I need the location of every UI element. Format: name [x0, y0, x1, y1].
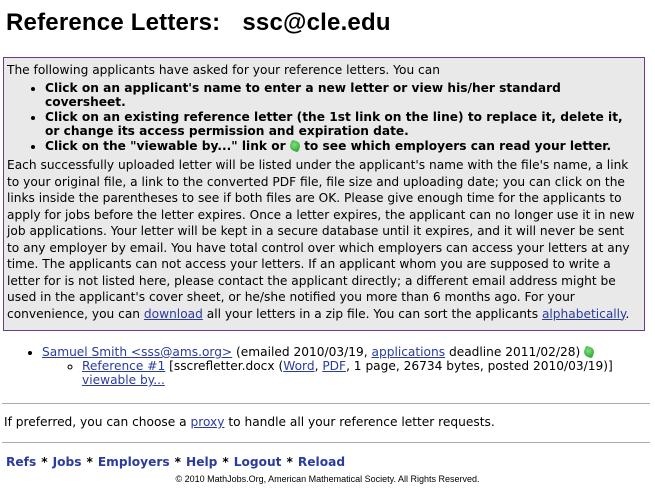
instructions-list	[7, 81, 640, 154]
instruction-viewable-after: to see which employers can read your letter.	[304, 138, 612, 153]
page-title	[6, 9, 391, 37]
sort-alphabetically-link[interactable]: alphabetically	[541, 306, 626, 321]
instructions-paragraph	[7, 157, 640, 322]
recommender-email: ssc@cle.edu	[242, 9, 391, 36]
nav-refs[interactable]: Refs	[6, 455, 37, 469]
applicant-deadline: deadline 2011/02/28)	[448, 345, 581, 359]
nav-separator: *	[41, 455, 48, 469]
page-title-text: Reference Letters:	[6, 9, 221, 36]
nav-jobs[interactable]: Jobs	[52, 455, 82, 469]
nav-reload[interactable]: Reload	[297, 455, 346, 469]
nav-help[interactable]: Help	[186, 455, 218, 469]
instruction-item-name: • Click on an applicant's name to enter a new letter or view his/her standard coversheet.	[45, 81, 640, 110]
nav-employers[interactable]: Employers	[97, 455, 170, 469]
instructions-paragraph-end: .	[625, 306, 630, 321]
instructions-paragraph-mid: all your letters in a zip file. You can sort the applicants	[206, 306, 539, 321]
applicant-item	[42, 345, 655, 387]
letter-filename: [sscrefletter.docx (	[169, 359, 284, 373]
nav-logout[interactable]: Logout	[233, 455, 282, 469]
proxy-link[interactable]: proxy	[190, 415, 225, 429]
download-link[interactable]: download	[143, 306, 203, 321]
nav-separator: *	[222, 455, 229, 469]
nav-separator: *	[286, 455, 293, 469]
nav-separator: *	[174, 455, 182, 469]
footer-nav	[6, 455, 345, 469]
letter-item	[82, 359, 655, 387]
applicant-name-link[interactable]: Samuel Smith <sss@ams.org>	[42, 345, 233, 359]
letter-details: , 1 page, 26734 bytes, posted 2010/03/19)]	[346, 359, 613, 373]
pdf-file-link[interactable]: PDF	[322, 359, 347, 373]
divider-top	[2, 403, 650, 404]
green-leaf-icon[interactable]	[583, 346, 596, 359]
reference-letter-link[interactable]: Reference #1	[82, 359, 166, 373]
applications-link[interactable]: applications	[371, 345, 446, 359]
copyright: © 2010 MathJobs.Org, American Mathematical Society. All Rights Reserved.	[175, 474, 480, 484]
instructions-box	[3, 57, 645, 331]
proxy-text-before: If preferred, you can choose a	[4, 415, 187, 429]
word-file-link[interactable]: Word	[283, 359, 315, 373]
proxy-line	[4, 415, 495, 429]
applicant-emailed-date: (emailed 2010/03/19,	[236, 345, 368, 359]
green-leaf-icon	[288, 139, 301, 152]
instructions-paragraph-main: Each successfully uploaded letter will be listed under the applicant's name with the file's name, a link to your original file, a link to the converted PDF file, file size and uploading date; you can click on the links inside the parentheses to see if both files are OK. Please give enough time for the applicants to apply for jobs before the letter expires. Once a letter expires, the applicant can no longer use it in new job applications. Your letter will be kept in a secure database until it expires, and it will never be sent to any employer by email. You have total control over which employers can access your letters at any time. The applicants can not access your letters. If an applicant whom you are supposed to write a letter for is not listed here, please contact the applicant directly; a different email address might be used in the applicant's cover sheet, or he/she notified you more than 6 months ago. For your convenience, you can	[7, 158, 635, 321]
instruction-item-viewable	[45, 139, 640, 154]
letter-comma: ,	[314, 359, 319, 373]
divider-bottom	[2, 442, 650, 443]
proxy-text-after: to handle all your reference letter requests.	[228, 415, 495, 429]
applicant-list	[0, 345, 655, 387]
nav-separator: *	[86, 455, 93, 469]
instruction-viewable-before: Click on the "viewable by..." link or	[45, 138, 286, 153]
instruction-item-reference: • Click on an existing reference letter (the 1st link on the line) to replace it, delete it, or change its access permission and expiration date.	[45, 110, 640, 139]
instructions-intro: The following applicants have asked for your reference letters. You can	[7, 63, 440, 77]
viewable-by-link[interactable]: viewable by...	[82, 373, 165, 387]
